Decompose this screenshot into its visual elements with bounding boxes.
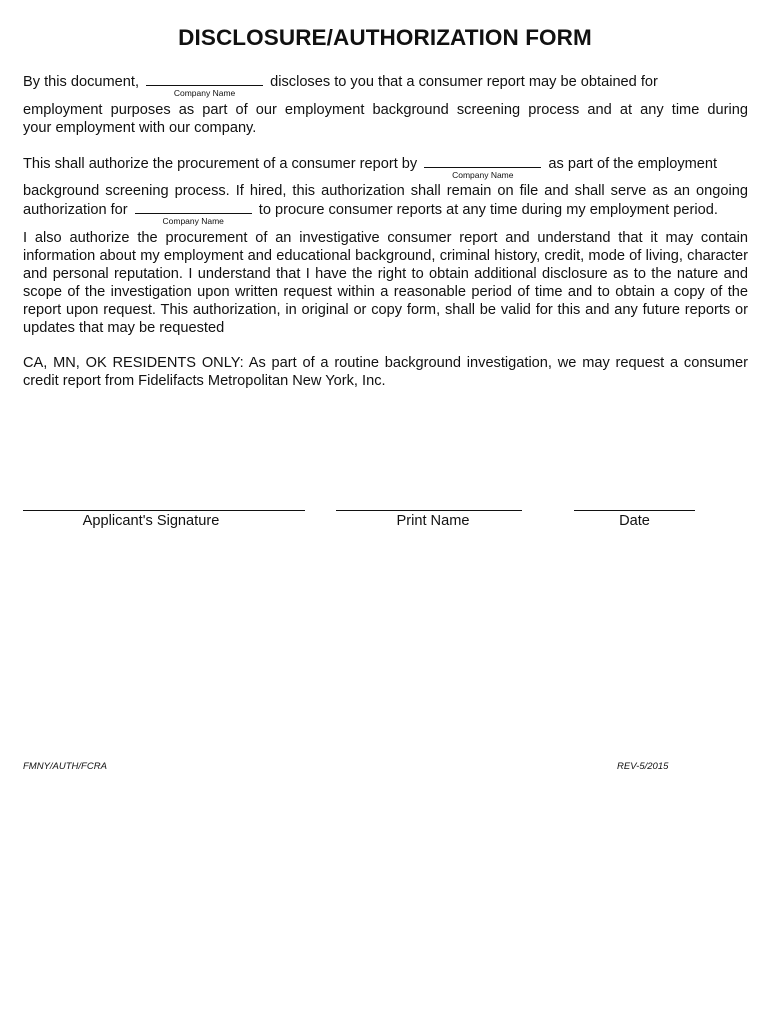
residents-notice-paragraph: CA, MN, OK RESIDENTS ONLY: As part of a routine background investigation, we may request a consumer credit report from Fidelifacts Metropolitan New York, Inc. <box>23 355 748 389</box>
para2-line3-after: to procure consumer reports at any time during my employment period. <box>258 202 718 218</box>
applicant-signature-label: Applicant's Signature <box>82 513 220 529</box>
company-name-caption-2: Company Name <box>452 170 514 180</box>
investigative-report-paragraph: I also authorize the procurement of an investigative consumer report and understand that it may contain information about my employment and educational background, criminal history, credit, mode of living, character and personal reputation. I understand that I have the right to obtain additional disclosure as to the nature and scope of the investigation upon written request within a reasonable period of time and to obtain a copy of the report upon request. This authorization, in original or copy form, shall be valid for this and any future reports or updates that may be requested <box>23 230 748 336</box>
company-name-field-3[interactable] <box>135 200 252 226</box>
form-title: DISCLOSURE/AUTHORIZATION FORM <box>178 25 592 50</box>
print-name-label: Print Name <box>396 513 470 529</box>
company-name-caption-3: Company Name <box>162 216 224 226</box>
para2-line1 <box>23 154 718 180</box>
para1-line3: your employment with our company. <box>23 120 257 136</box>
form-code: FMNY/AUTH/FCRA <box>23 761 107 772</box>
company-name-field-1[interactable] <box>146 72 263 98</box>
date-line[interactable] <box>574 510 695 511</box>
para1-line1-after: discloses to you that a consumer report may be obtained for <box>270 74 658 90</box>
date-label: Date <box>619 513 650 529</box>
para2-line3 <box>23 200 718 226</box>
para1-line1-before: By this document, <box>23 74 139 90</box>
applicant-signature-line[interactable] <box>23 510 305 511</box>
para2-line1-before: This shall authorize the procurement of a consumer report by <box>23 156 418 172</box>
para1-line2: employment purposes as part of our employment background screening process and at any time during <box>23 102 748 118</box>
company-name-caption-1: Company Name <box>173 88 236 98</box>
revision-code: REV-5/2015 <box>617 761 669 772</box>
company-name-field-2[interactable] <box>424 154 541 180</box>
para2-line3-before: authorization for <box>23 202 128 218</box>
print-name-line[interactable] <box>336 510 522 511</box>
para2-line1-after: as part of the employment <box>548 156 718 172</box>
para2-line2: background screening process. If hired, this authorization shall remain on file and shall serve as an ongoing <box>23 183 748 199</box>
para1-line1 <box>23 72 658 98</box>
